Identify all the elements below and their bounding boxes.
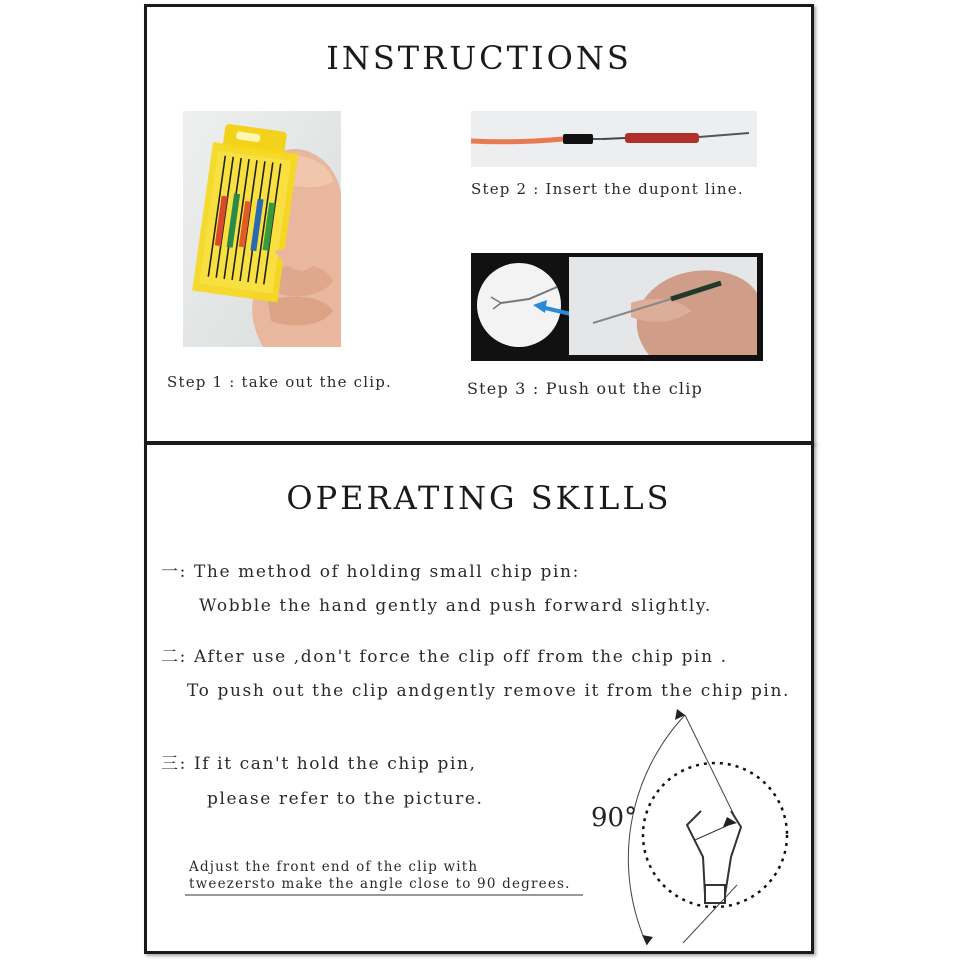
clip-angle-diagram — [147, 445, 811, 951]
operating-skills-title: OPERATING SKILLS — [286, 479, 672, 517]
angle-note-line-2: tweezersto make the angle close to 90 degrees. — [189, 876, 571, 892]
step-2-photo — [471, 111, 757, 167]
skill-3-marker: 三: — [161, 754, 187, 774]
step-3-caption: Step 3 : Push out the clip — [467, 379, 703, 398]
skill-1-marker: 一: — [161, 562, 187, 582]
instructions-panel — [144, 4, 814, 444]
step-3-photo — [471, 253, 763, 361]
skill-2-marker: 二: — [161, 647, 187, 667]
skill-1-text: The method of holding small chip pin: — [193, 562, 580, 582]
skill-3-text: If it can't hold the chip pin, — [193, 754, 477, 774]
step-2-caption: Step 2 : Insert the dupont line. — [471, 180, 744, 198]
step-1-photo — [183, 111, 341, 347]
skill-1-detail: Wobble the hand gently and push forward slightly. — [199, 596, 712, 616]
step-1-caption: Step 1 : take out the clip. — [167, 373, 392, 391]
skill-3-detail: please refer to the picture. — [207, 789, 484, 809]
operating-skills-panel — [144, 442, 814, 954]
skill-2-detail: To push out the clip andgently remove it from the chip pin. — [187, 681, 791, 701]
angle-label: 90° — [591, 803, 638, 833]
instructions-title: INSTRUCTIONS — [326, 39, 632, 77]
angle-note-line-1: Adjust the front end of the clip with — [189, 859, 479, 875]
skill-2-text: After use ,don't force the clip off from the chip pin . — [193, 647, 728, 667]
